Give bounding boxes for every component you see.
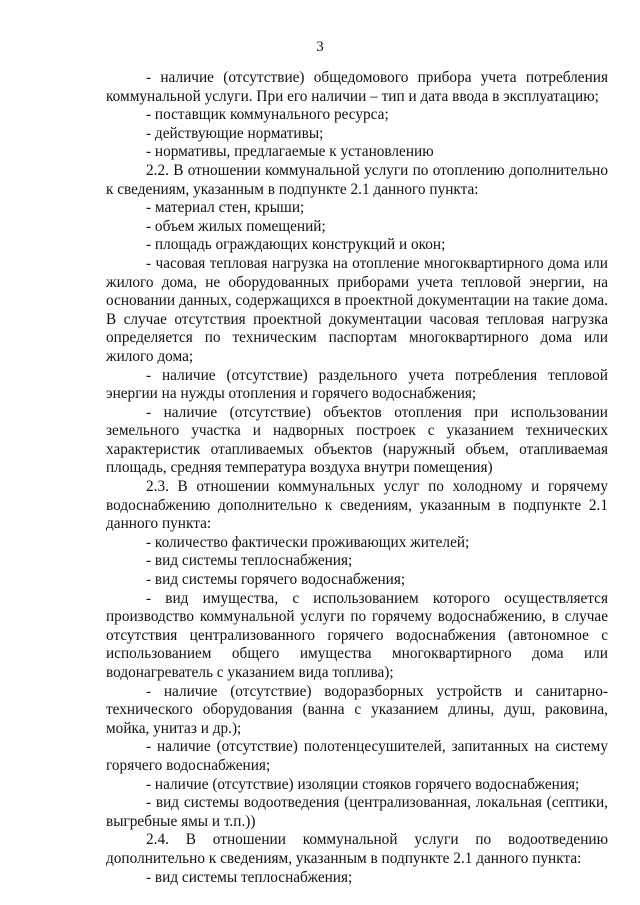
paragraph-19: - наличие (отсутствие) изоляции стояков горячего водоснабжения; bbox=[146, 775, 580, 793]
page-number: 3 bbox=[316, 39, 324, 55]
paragraph-10: - наличие (отсутствие) раздельного учета потребления тепловой энергии на нужды отопления и горячего водоснабжения; bbox=[106, 366, 608, 403]
document-body bbox=[106, 69, 608, 887]
paragraph-13: - количество фактически проживающих жителей; bbox=[146, 533, 470, 551]
paragraph-17: - наличие (отсутствие) водоразборных устройств и санитарно-технического оборудования (ванна с указанием длины, душ, раковина, мойка, унитаз и др.); bbox=[106, 682, 608, 737]
paragraph-22: - вид системы теплоснабжения; bbox=[146, 868, 353, 886]
paragraph-6: - материал стен, крыши; bbox=[146, 199, 305, 217]
paragraph-11: - наличие (отсутствие) объектов отопления при использовании земельного участка и надворных построек с указанием технических характеристик отапливаемых объектов (наружный объем, отапливаемая площадь, средняя температура воздуха внутри помещения) bbox=[106, 403, 608, 477]
paragraph-12: 2.3. В отношении коммунальных услуг по холодному и горячему водоснабжению дополнительно к сведениям, указанным в подпункте 2.1 данного пункта: bbox=[106, 478, 608, 533]
paragraph-4: - нормативы, предлагаемые к установлению bbox=[146, 143, 434, 161]
paragraph-2: - поставщик коммунального ресурса; bbox=[146, 106, 389, 124]
paragraph-15: - вид системы горячего водоснабжения; bbox=[146, 571, 406, 589]
paragraph-5: 2.2. В отношении коммунальной услуги по отоплению дополнительно к сведениям, указанным в подпункте 2.1 данного пункта: bbox=[106, 161, 608, 198]
paragraph-9: - часовая тепловая нагрузка на отопление многоквартирного дома или жилого дома, не оборудованных приборами учета тепловой энергии, на основании данных, содержащихся в проектной документации на такие дома. В случае отсутствия проектной документации часовая тепловая нагрузка определяется по техническим паспортам многоквартирного дома или жилого дома; bbox=[106, 254, 608, 365]
paragraph-3: - действующие нормативы; bbox=[146, 124, 324, 142]
paragraph-21: 2.4. В отношении коммунальной услуги по водоотведению дополнительно к сведениям, указанным в подпункте 2.1 данного пункта: bbox=[106, 831, 608, 867]
paragraph-14: - вид системы теплоснабжения; bbox=[146, 552, 353, 570]
paragraph-18: - наличие (отсутствие) полотенцесушителей, запитанных на систему горячего водоснабжения; bbox=[106, 738, 608, 774]
paragraph-8: - площадь ограждающих конструкций и окон; bbox=[146, 236, 446, 254]
paragraph-1: - наличие (отсутствие) общедомового прибора учета потребления коммунальной услуги. При его наличии – тип и дата ввода в эксплуатацию; bbox=[106, 69, 608, 105]
paragraph-20: - вид системы водоотведения (централизованная, локальная (септики, выгребные ямы и т.п.)) bbox=[106, 794, 608, 830]
paragraph-16: - вид имущества, с использованием которого осуществляется производство коммунальной услуги по горячему водоснабжению, в случае отсутствия централизованного горячего водоснабжения (автономное с использованием общего имущества многоквартирного дома или водонагреватель с указанием вида топлива); bbox=[106, 589, 608, 681]
paragraph-7: - объем жилых помещений; bbox=[146, 217, 326, 235]
